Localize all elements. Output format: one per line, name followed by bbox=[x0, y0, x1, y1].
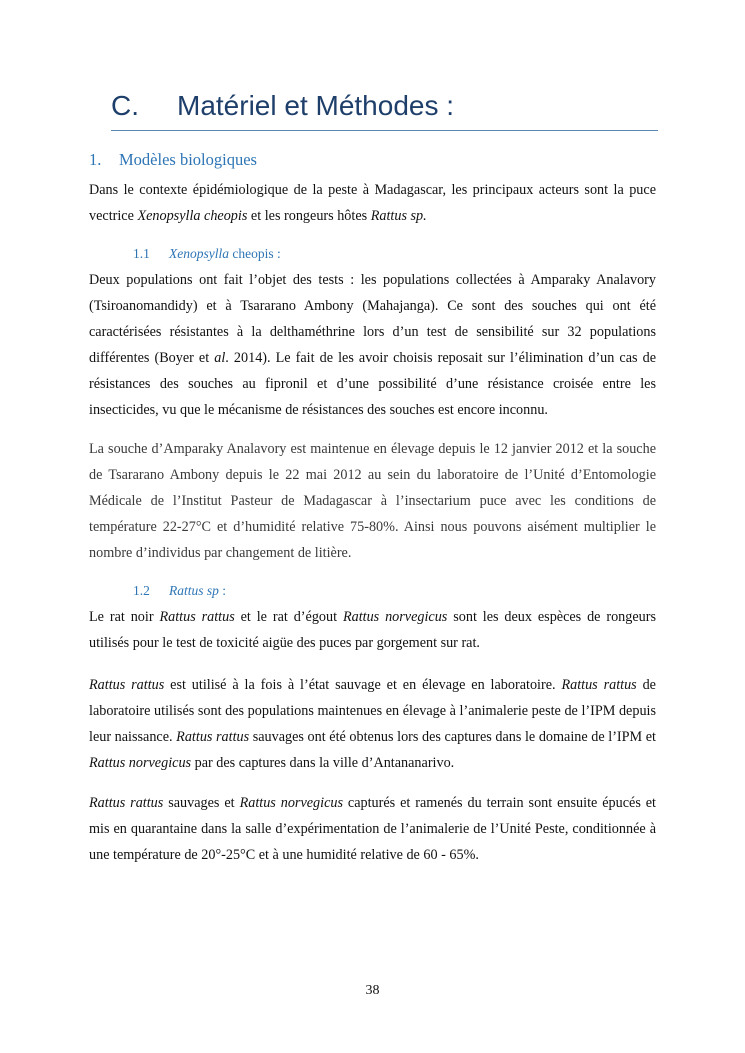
subsection-heading-1-2: 1.2 Rattus sp : bbox=[133, 583, 227, 598]
paragraph-rearing: La souche d’Amparaky Analavory est maintenue en élevage depuis le 12 janvier 2012 et la souche de Tsararano Ambony depuis le 22 mai 2012 au sein du laboratoire de l’Unité d’Entomologie Médicale de l’Institut Pasteur de Madagascar à l’insectarium puce avec les conditions de température 22-27°C et d’humidité relative 75-80%. Ainsi nous pouvons aisément multiplier le nombre d’individus par changement de litière. bbox=[89, 441, 656, 561]
chapter-title: Matériel et Méthodes : bbox=[177, 90, 455, 121]
section-title: Modèles biologiques bbox=[119, 150, 257, 169]
intro-paragraph: Dans le contexte épidémiologique de la peste à Madagascar, les principaux acteurs sont la puce vectrice Xenopsylla cheopis et les rongeurs hôtes Rattus sp. bbox=[89, 182, 656, 224]
subsection-title: Rattus sp bbox=[169, 583, 219, 598]
paragraph-quarantine: Rattus rattus sauvages et Rattus norvegicus capturés et ramenés du terrain sont ensuite épucés et mis en quarantaine dans la salle d’expérimentation de l’animalerie de l’Unité Peste, conditionnée à une température de 20°-25°C et à une humidité relative de 60 - 65%. bbox=[89, 795, 657, 863]
subsection-title-species: cheopis bbox=[232, 246, 274, 261]
subsection-heading-1-1: 1.1 Xenopsylla cheopis : bbox=[133, 246, 281, 261]
paragraph-populations: Deux populations ont fait l’objet des tests : les populations collectées à Amparaky Analavory (Tsiroanomandidy) et à Tsararano Ambony (Mahajanga). Ce sont des souches qui ont été caractérisées résistantes à la delthaméthrine lors d’un test de sensibilité sur 32 populations différentes (Boyer et al. 2014). Le fait de les avoir choisis reposait sur l’élimination d’un cas de résistances des souches au fipronil et d’une possibilité d’une résistance croisée entre les insecticides, vu que le mécanisme de résistances des souches est encore inconnu. bbox=[89, 272, 656, 418]
subsection-title-genus: Xenopsylla bbox=[169, 246, 229, 261]
subsection-number: 1.2 bbox=[133, 583, 150, 598]
paragraph-rat-species: Le rat noir Rattus rattus et le rat d’égout Rattus norvegicus sont les deux espèces de rongeurs utilisés pour le test de toxicité aigüe des puces par gorgement sur rat. bbox=[89, 609, 657, 651]
subsection-number: 1.1 bbox=[133, 246, 150, 261]
chapter-number: C. bbox=[111, 90, 139, 121]
section-number: 1. bbox=[89, 150, 102, 169]
chapter-heading bbox=[111, 86, 658, 131]
section-heading-1 bbox=[89, 150, 257, 170]
page-number: 38 bbox=[365, 983, 380, 998]
paragraph-rattus-origin: Rattus rattus est utilisé à la fois à l’état sauvage et en élevage en laboratoire. Rattus rattus de laboratoire utilisés sont des populations maintenues en élevage à l’animalerie peste de l’IPM depuis leur naissance. Rattus rattus sauvages ont été obtenus lors des captures dans le domaine de l’IPM et Rattus norvegicus par des captures dans la ville d’Antananarivo. bbox=[89, 677, 656, 771]
